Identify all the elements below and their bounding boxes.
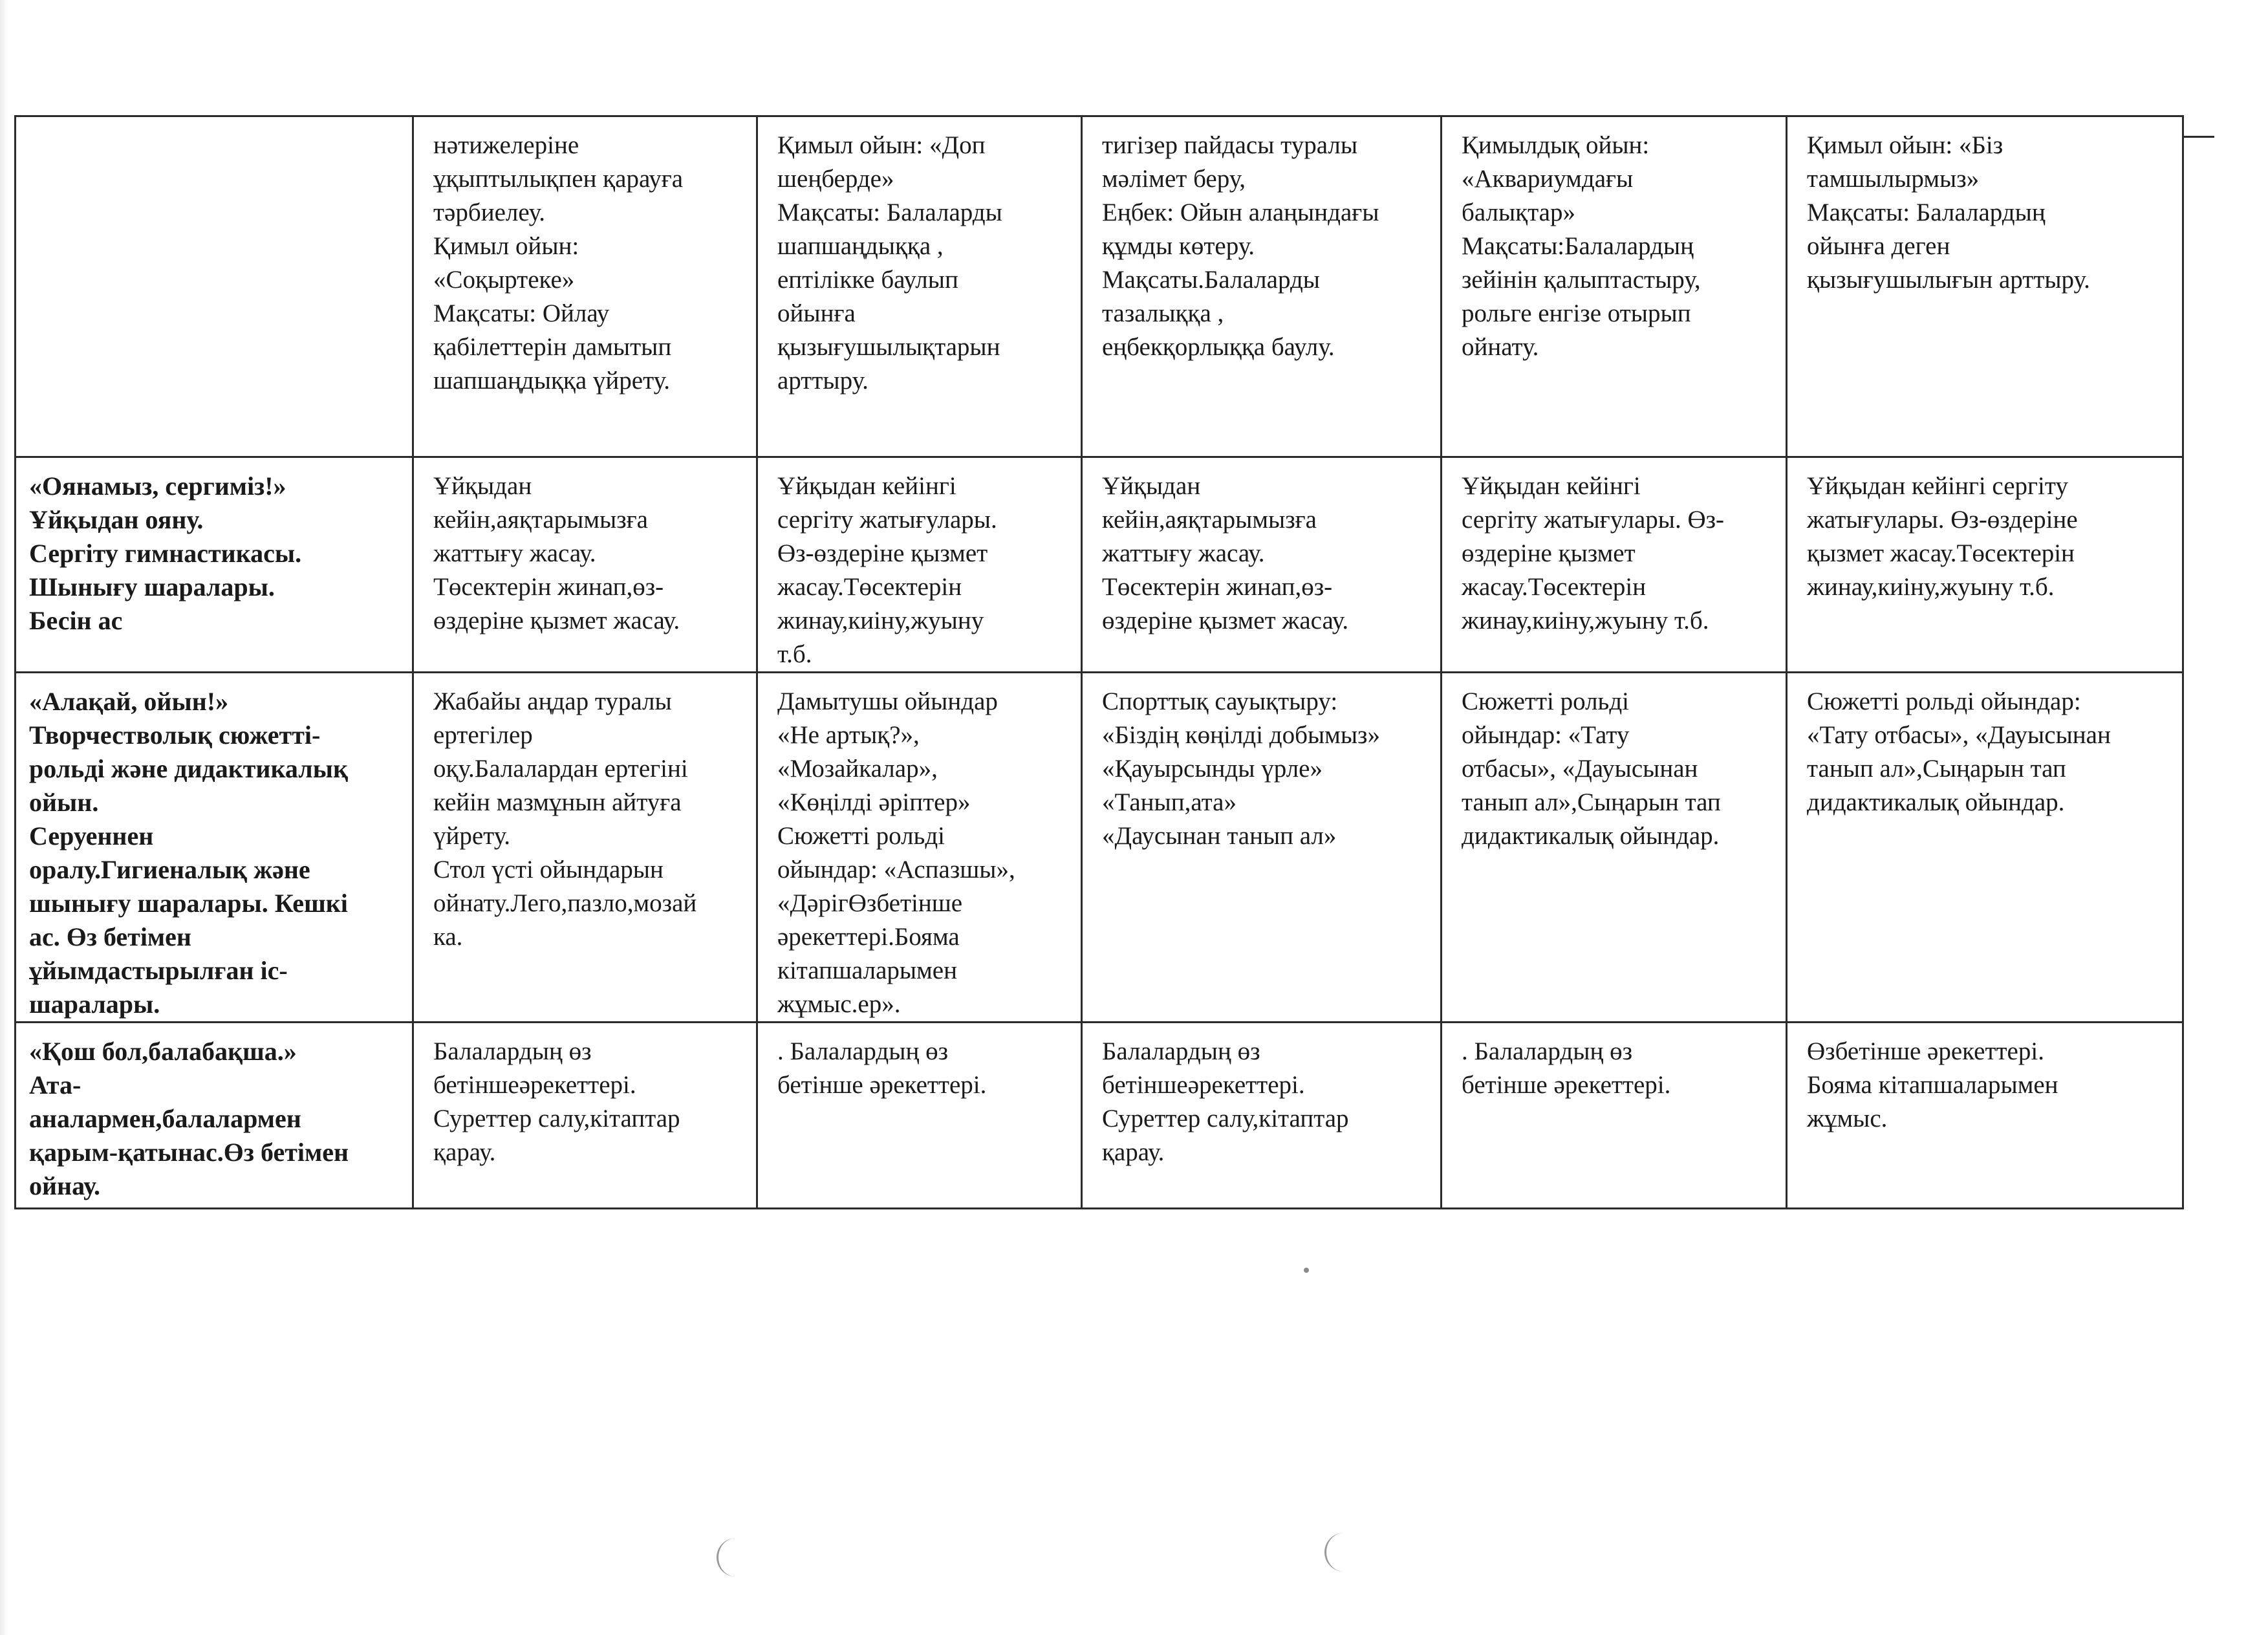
table-cell: Қимылдық ойын: «Аквариумдағы балықтар» Мақсаты:Балалардың зейінін қалыптастыру, рольге енгізе отырып ойнату.: [1442, 116, 1787, 457]
table-cell: Өзбетінше әрекеттері. Бояма кітапшаларымен жұмыс.: [1787, 1023, 2183, 1209]
table-cell: Балалардың өз бетіншеәрекеттері. Суреттер салу,кітаптар қарау.: [413, 1023, 757, 1209]
row-label: [16, 116, 413, 457]
table-cell: тигізер пайдасы туралы мәлімет беру, Еңбек: Ойын алаңындағы құмды көтеру. Мақсаты.Балаларды тазалыққа , еңбекқорлыққа баулу.: [1082, 116, 1442, 457]
row-label: «Алақай, ойын!» Творчестволық сюжетті- рольді және дидактикалық ойын. Серуеннен оралу.Гигиеналық және шынығу шаралары. Кешкі ас. Өз бетімен ұйымдастырылған іс- шаралары.: [16, 673, 413, 1023]
table-cell: Жабайы аңдар туралы ертегілер oқу.Балалардан ертегіні кейін мазмұнын айтуға үйрету. Стол үсті ойындарын ойнату.Лего,пазло,мозай ка.: [413, 673, 757, 1023]
table-cell: нәтижелеріне ұқыптылықпен қарауға тәрбиелеу. Қимыл ойын: «Соқыртеке» Мақсаты: Ойлау қабілеттерін дамытып шапшаңдыққа үйрету.: [413, 116, 757, 457]
table-cell: Сюжетті рольді ойындар: «Тату отбасы», «Дауысынан танып ал»,Сыңарын тап дидактикалық ойындар.: [1442, 673, 1787, 1023]
table-cell: Қимыл ойын: «Доп шеңберде» Мақсаты: Балаларды шапшаңдыққа , ептілікке баулып ойынға қызығушылықтарын арттыру.: [757, 116, 1082, 457]
table-cell: Дамытушы ойындар «Не артық?», «Мозайкалар», «Көңілді әріптер» Сюжетті рольді ойындар: «Аспазшы», «ДәрігӨзбетінше әрекеттері.Бояма кітапшаларымен жұмыс.ер».: [757, 673, 1082, 1023]
table-cell: Балалардың өз бетіншеәрекеттері. Суреттер салу,кітаптар қарау.: [1082, 1023, 1442, 1209]
table-row: [16, 457, 2183, 673]
table-cell: Қимыл ойын: «Біз тамшылырмыз» Мақсаты: Балалардың ойынға деген қызығушылығын арттыру.: [1787, 116, 2183, 457]
table-cell: . Балалардың өз бетінше әрекеттері.: [1442, 1023, 1787, 1209]
table-cell: Сюжетті рольді ойындар: «Тату отбасы», «Дауысынан танып ал»,Сыңарын тап дидактикалық ойындар.: [1787, 673, 2183, 1023]
table-cell: Ұйқыдан кейінгі сергіту жатығулары. Өз-өздеріне қызмет жасау.Төсектерін жинау,киіну,жуыну т.б.: [757, 457, 1082, 673]
row-label: «Оянамыз, сергиміз!» Ұйқыдан ояну. Сергіту гимнастикасы. Шынығу шаралары. Бесін ас: [16, 457, 413, 673]
table-cell: Ұйқыдан кейінгі сергіту жатығулары. Өз- өздеріне қызмет жасау.Төсектерін жинау,киіну,жуыну т.б.: [1442, 457, 1787, 673]
table-row: [16, 1023, 2183, 1209]
table-cell: Ұйқыдан кейін,аяқтарымызға жаттығу жасау. Төсектерін жинап,өз- өздеріне қызмет жасау.: [413, 457, 757, 673]
table-cell: Спорттық сауықтыру: «Біздің көңілді добымыз» «Қауырсынды үрле» «Танып,ата» «Даусынан танып ал»: [1082, 673, 1442, 1023]
table-cell: . Балалардың өз бетінше әрекеттері.: [757, 1023, 1082, 1209]
table-cell: Ұйқыдан кейінгі сергіту жатығулары. Өз-өздеріне қызмет жасау.Төсектерін жинау,киіну,жуыну т.б.: [1787, 457, 2183, 673]
table-edge-stub: [2182, 136, 2214, 138]
scan-speck: [1304, 1268, 1309, 1273]
table-row: [16, 673, 2183, 1023]
table-cell: Ұйқыдан кейін,аяқтарымызға жаттығу жасау. Төсектерін жинап,өз- өздеріне қызмет жасау.: [1082, 457, 1442, 673]
row-label: «Қош бол,балабақша.» Ата- аналармен,балалармен қарым-қатынас.Өз бетімен ойнау.: [16, 1023, 413, 1209]
table-row: [16, 116, 2183, 457]
daily-schedule-table: [14, 115, 2184, 1209]
